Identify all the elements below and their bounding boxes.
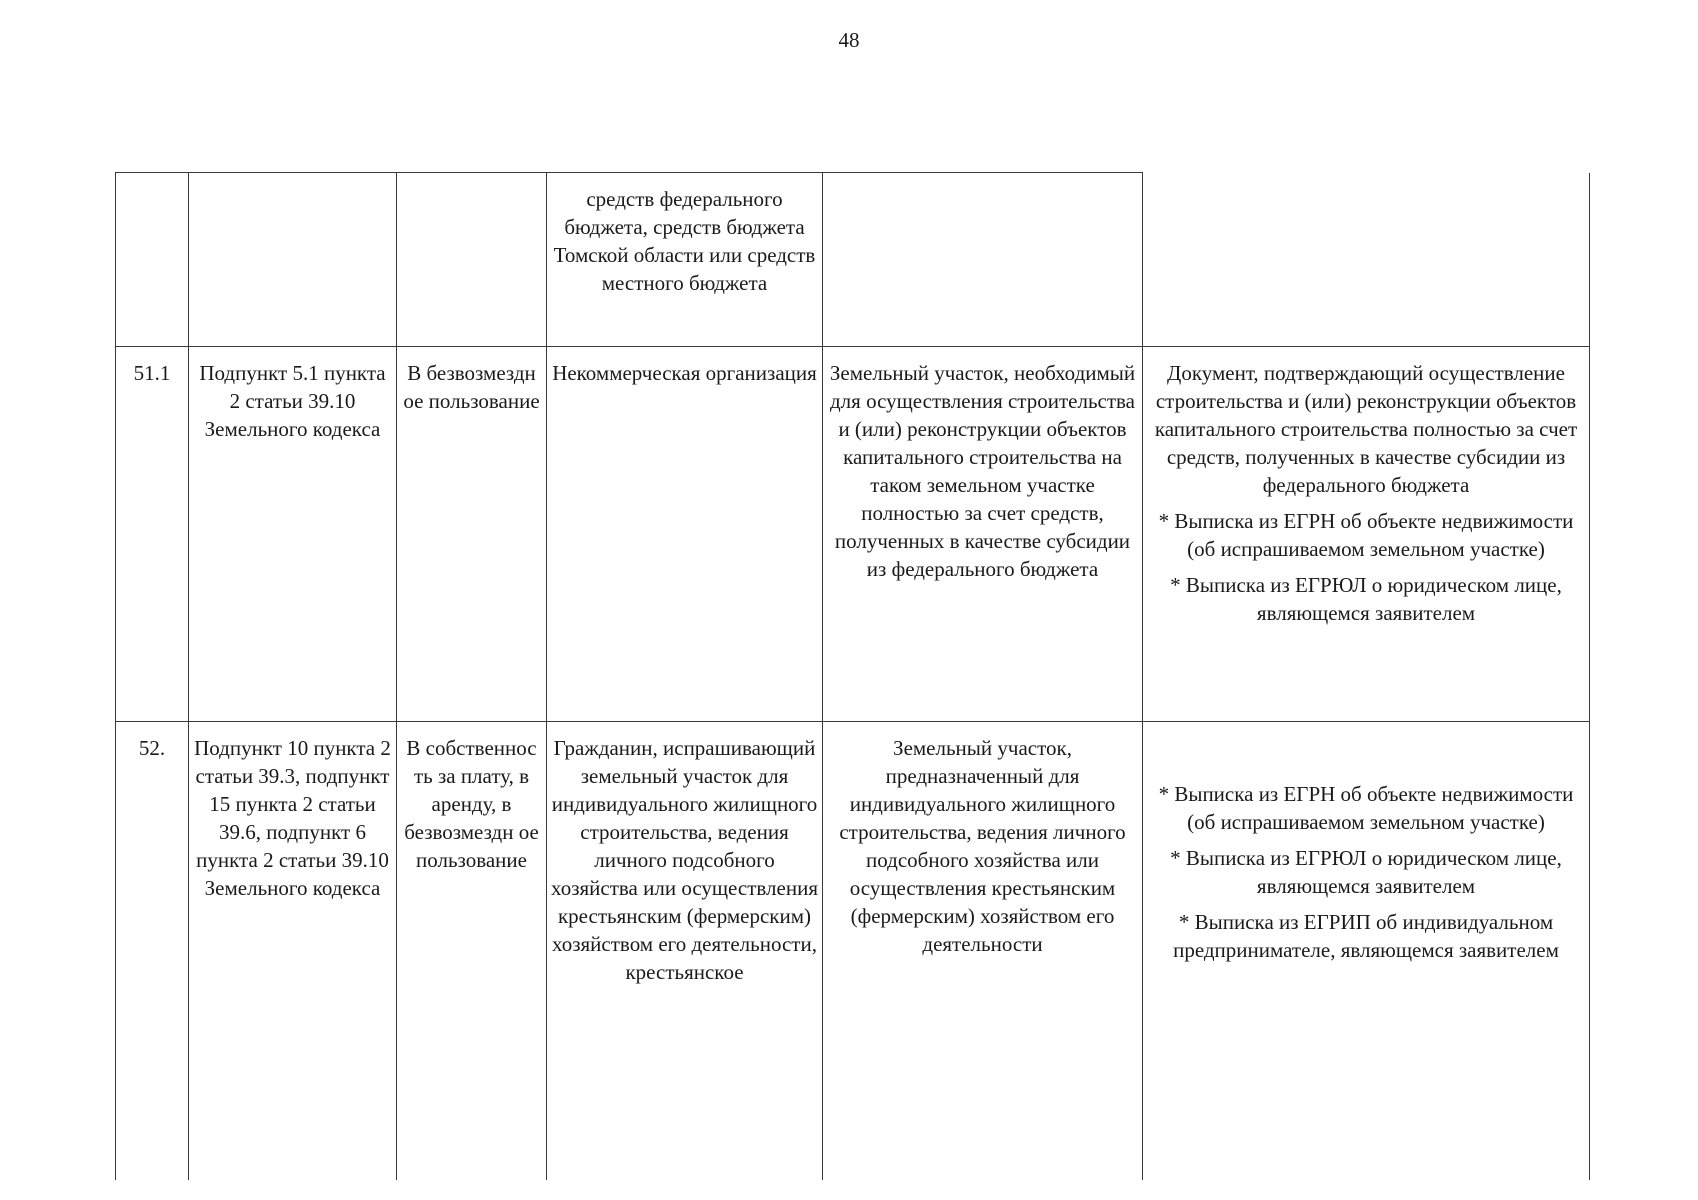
cell-documents bbox=[1143, 347, 1590, 722]
document-item: * Выписка из ЕГРЮЛ о юридическом лице, являющемся заявителем bbox=[1170, 573, 1562, 625]
cell-right-type bbox=[397, 173, 547, 347]
document-item: * Выписка из ЕГРИП об индивидуальном предпринимателе, являющемся заявителем bbox=[1173, 910, 1559, 962]
cell-land-plot: Земельный участок, предназначенный для индивидуального жилищного строительства, ведения личного подсобного хозяйства или осуществления крестьянским (фермерским) хозяйством его деятельности bbox=[823, 722, 1143, 1181]
document-item: * Выписка из ЕГРЮЛ о юридическом лице, являющемся заявителем bbox=[1170, 846, 1562, 898]
documents-table bbox=[115, 172, 1590, 1180]
cell-basis: Подпункт 5.1 пункта 2 статьи 39.10 Земельного кодекса bbox=[189, 347, 397, 722]
cell-number bbox=[116, 173, 189, 347]
table-row bbox=[116, 722, 1590, 1181]
cell-land-plot: Земельный участок, необходимый для осуществления строительства и (или) реконструкции объектов капитального строительства на таком земельном участке полностью за счет средств, полученных в качестве субсидии из федерального бюджета bbox=[823, 347, 1143, 722]
cell-right-type: В безвозмездн ое пользование bbox=[397, 347, 547, 722]
cell-documents bbox=[1143, 722, 1590, 1181]
cell-applicant: Гражданин, испрашивающий земельный участок для индивидуального жилищного строительства, ведения личного подсобного хозяйства или осуществления крестьянским (фермерским) хозяйством его деятельности, крестьянское bbox=[547, 722, 823, 1181]
cell-documents bbox=[1143, 173, 1590, 347]
table-row bbox=[116, 347, 1590, 722]
document-item: * Выписка из ЕГРН об объекте недвижимости (об испрашиваемом земельном участке) bbox=[1158, 782, 1574, 834]
document-item: Документ, подтверждающий осуществление строительства и (или) реконструкции объектов капитального строительства полностью за счет средств, полученных в качестве субсидии из федерального бюджета bbox=[1154, 361, 1578, 497]
cell-applicant: средств федерального бюджета, средств бюджета Томской области или средств местного бюджета bbox=[547, 173, 823, 347]
row-number: 52. bbox=[116, 722, 189, 1181]
row-number: 51.1 bbox=[116, 347, 189, 722]
table-row-continuation bbox=[116, 173, 1590, 347]
cell-land-plot bbox=[823, 173, 1143, 347]
cell-right-type: В собственнос ть за плату, в аренду, в безвозмездн ое пользование bbox=[397, 722, 547, 1181]
document-item: * Выписка из ЕГРН об объекте недвижимости (об испрашиваемом земельном участке) bbox=[1158, 509, 1574, 561]
page-number: 48 bbox=[838, 28, 860, 52]
cell-applicant: Некоммерческая организация bbox=[547, 347, 823, 722]
cell-basis: Подпункт 10 пункта 2 статьи 39.3, подпункт 15 пункта 2 статьи 39.6, подпункт 6 пункта 2 статьи 39.10 Земельного кодекса bbox=[189, 722, 397, 1181]
cell-basis bbox=[189, 173, 397, 347]
